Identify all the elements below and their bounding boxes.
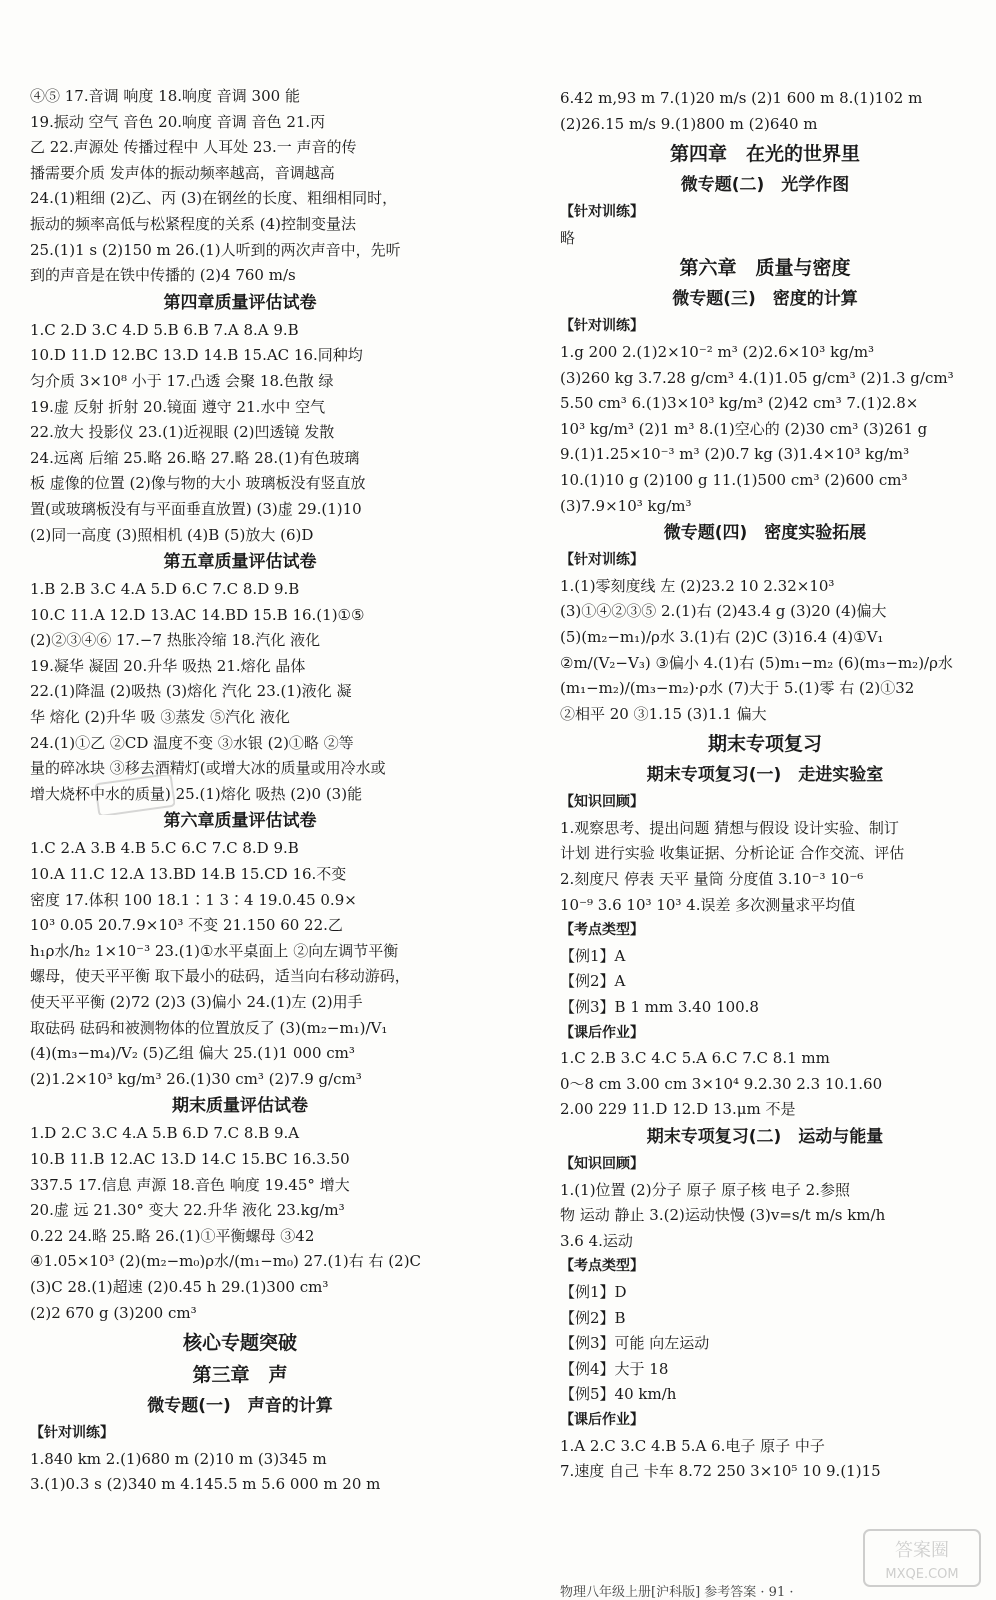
answer-line: h₁ρ水/h₂ 1×10⁻³ 23.(1)①水平桌面上 ②向左调节平衡 [30,941,399,960]
section-tag: 【考点类型】 [560,1258,644,1275]
answer-line: (2)②③④⑥ 17.−7 热胀冷缩 18.汽化 液化 [30,631,321,650]
section-tag: 【课后作业】 [560,1024,644,1041]
section-title: 核心专题突破 [182,1332,297,1355]
answer-line: 振动的频率高低与松紧程度的关系 (4)控制变量法 [30,214,357,233]
section-title: 第六章 质量与密度 [679,257,851,280]
answer-line: 2.刻度尺 停表 天平 量筒 分度值 3.10⁻³ 10⁻⁶ [560,870,864,889]
answer-line: (m₁−m₂)/(m₃−m₂)·ρ水 (7)大于 5.(1)零 右 (2)①32 [560,679,915,698]
answer-line: 1.C 2.D 3.C 4.D 5.B 6.B 7.A 8.A 9.B [30,320,299,339]
answer-line: 6.42 m,93 m 7.(1)20 m/s (2)1 600 m 8.(1)102 m [560,89,923,107]
answer-line: 1.C 2.B 3.C 4.C 5.A 6.C 7.C 8.1 mm [560,1049,830,1068]
answer-line: 播需要介质 发声体的振动频率越高，音调越高 [30,163,335,182]
section-tag: 【针对训练】 [560,552,644,569]
answer-line: 华 熔化 (2)升华 吸 ③蒸发 ⑤汽化 液化 [30,708,290,727]
answer-line: 1.A 2.C 3.C 4.B 5.A 6.电子 原子 中子 [560,1436,825,1455]
answer-line: 10.D 11.D 12.BC 13.D 14.B 15.AC 16.同种均 [30,346,363,365]
answer-line: 到的声音是在铁中传播的 (2)4 760 m/s [30,266,296,285]
answer-line: 【例3】B 1 mm 3.40 100.8 [560,998,759,1017]
answer-line: (3)260 kg 3.7.28 g/cm³ 4.(1)1.05 g/cm³ (2)1.3 g/cm³ [560,368,954,387]
section-title: 期末专项复习 [707,733,822,756]
subsection-title: 期末专项复习(一) 走进实验室 [646,765,884,786]
svg-text:MXQE.COM: MXQE.COM [885,1567,959,1582]
answer-line: 计划 进行实验 收集证据、分析论证 合作交流、评估 [560,844,905,863]
section-tag: 【针对训练】 [30,1425,114,1442]
answer-line: 取砝码 砝码和被测物体的位置放反了 (3)(m₂−m₁)/V₁ [30,1018,388,1037]
answer-line: 【例5】40 km/h [560,1385,677,1404]
answer-line: (2)同一高度 (3)照相机 (4)B (5)放大 (6)D [30,525,314,544]
answer-line: 【例4】大于 18 [560,1359,669,1378]
answer-line: 【例2】A [560,972,626,991]
answer-line: 量的碎冰块 ③移去酒精灯(或增大冰的质量或用冷水或 [30,759,386,778]
subsection-title: 微专题(一) 声音的计算 [147,1396,333,1417]
subsection-title: 第四章质量评估试卷 [163,292,317,313]
answer-line: 10.(1)10 g (2)100 g 11.(1)500 cm³ (2)600 cm³ [560,470,908,489]
page-footer: 物理八年级上册[沪科版] 参考答案 · 91 · [560,1585,794,1600]
subsection-title: 微专题(三) 密度的计算 [672,289,858,310]
answer-line: (2)2 670 g (3)200 cm³ [30,1303,197,1322]
answer-line: 密度 17.体积 100 18.1∶1 3∶4 19.0.45 0.9× [30,890,357,909]
answer-line: 19.振动 空气 音色 20.响度 音调 音色 21.丙 [30,112,326,131]
answer-line: 5.50 cm³ 6.(1)3×10³ kg/m³ (2)42 cm³ 7.(1)2.8× [560,394,919,413]
answer-line: ④⑤ 17.音调 响度 18.响度 音调 300 能 [30,87,300,105]
answer-line: 19.凝华 凝固 20.升华 吸热 21.熔化 晶体 [30,656,306,675]
section-tag: 【知识回顾】 [560,794,644,811]
right-column [560,86,970,1485]
answer-line: ②m/(V₂−V₃) ③偏小 4.(1)右 (5)m₁−m₂ (6)(m₃−m₂)/ρ水 [560,653,953,672]
answer-line: 24.(1)①乙 ②CD 温度不变 ③水银 (2)①略 ②等 [30,733,354,752]
answer-line: 3.(1)0.3 s (2)340 m 4.145.5 m 5.6 000 m 20 m [30,1475,381,1494]
answer-line: 1.g 200 2.(1)2×10⁻² m³ (2)2.6×10³ kg/m³ [560,342,875,361]
answer-line: 0.22 24.略 25.略 26.(1)①平衡螺母 ③42 [30,1226,315,1245]
answer-line: 1.C 2.A 3.B 4.B 5.C 6.C 7.C 8.D 9.B [30,839,299,858]
answer-line: 10³ kg/m³ (2)1 m³ 8.(1)空心的 (2)30 cm³ (3)261 g [560,419,928,438]
answer-line: 10.B 11.B 12.AC 13.D 14.C 15.BC 16.3.50 [30,1149,350,1168]
answer-line: 10³ 0.05 20.7.9×10³ 不变 21.150 60 22.乙 [30,916,343,935]
answer-line: 337.5 17.信息 声源 18.音色 响度 19.45° 增大 [30,1175,350,1194]
answer-line: 略 [560,228,576,247]
answer-line: (5)(m₂−m₁)/ρ水 3.(1)右 (2)C (3)16.4 (4)①V₁ [560,627,884,646]
section-title: 第四章 在光的世界里 [669,143,860,166]
answer-line: 使天平平衡 (2)72 (2)3 (3)偏小 24.(1)左 (2)用手 [30,993,363,1011]
answer-line: 2.00 229 11.D 12.D 13.μm 不是 [560,1100,796,1119]
answer-line: 1.D 2.C 3.C 4.A 5.B 6.D 7.C 8.B 9.A [30,1124,300,1143]
answer-line: (3)7.9×10³ kg/m³ [560,496,692,515]
section-tag: 【课后作业】 [560,1411,644,1428]
section-tag: 【针对训练】 [560,318,644,335]
answer-line: 7.速度 自己 卡车 8.72 250 3×10⁵ 10 9.(1)15 [560,1462,881,1481]
answer-line: 物 运动 静止 3.(2)运动快慢 (3)v=s/t m/s km/h [560,1206,886,1225]
subsection-title: 期末专项复习(二) 运动与能量 [646,1127,884,1147]
answer-line: 9.(1)1.25×10⁻³ m³ (2)0.7 kg (3)1.4×10³ kg/m³ [560,445,910,464]
answer-line: 增大烧杯中水的质量) 25.(1)熔化 吸热 (2)0 (3)能 [30,784,363,803]
section-tag: 【考点类型】 [560,922,644,939]
answer-line: 20.虚 远 21.30° 变大 22.升华 液化 23.kg/m³ [30,1201,345,1220]
answer-line: 19.虚 反射 折射 20.镜面 遵守 21.水中 空气 [30,397,326,416]
answer-line: 22.(1)降温 (2)吸热 (3)熔化 汽化 23.(1)液化 凝 [30,682,352,701]
answer-line: 1.B 2.B 3.C 4.A 5.D 6.C 7.C 8.D 9.B [30,580,300,599]
answer-line: 1.840 km 2.(1)680 m (2)10 m (3)345 m [30,1449,327,1468]
subsection-title: 第五章质量评估试卷 [163,552,317,573]
answer-line: 10.C 11.A 12.D 13.AC 14.BD 15.B 16.(1)①⑤ [30,605,365,624]
answer-line: (2)1.2×10³ kg/m³ 26.(1)30 cm³ (2)7.9 g/cm³ [30,1069,362,1088]
answer-line: 1.(1)位置 (2)分子 原子 原子核 电子 2.参照 [560,1180,850,1199]
answer-line: 1.观察思考、提出问题 猜想与假设 设计实验、制订 [560,818,899,837]
answer-line: (2)26.15 m/s 9.(1)800 m (2)640 m [560,114,818,133]
answer-line: 1.(1)零刻度线 左 (2)23.2 10 2.32×10³ [560,576,835,595]
subsection-title: 微专题(二) 光学作图 [680,175,850,196]
subsection-title: 微专题(四) 密度实验拓展 [663,523,867,544]
answer-line: 3.6 4.运动 [560,1231,633,1250]
answer-line: 10.A 11.C 12.A 13.BD 14.B 15.CD 16.不变 [30,865,347,884]
answer-line: 24.(1)粗细 (2)乙、丙 (3)在钢丝的长度、粗细相同时， [30,189,398,208]
answer-line: 0～8 cm 3.00 cm 3×10⁴ 9.2.30 2.3 10.1.60 [560,1074,883,1093]
section-tag: 【针对训练】 [560,204,644,221]
stamp-mark [95,775,175,815]
answer-line: 24.远离 后缩 25.略 26.略 27.略 28.(1)有色玻璃 [30,448,360,467]
answer-line: 【例1】A [560,946,626,965]
answer-line: 置(或玻璃板没有与平面垂直放置) (3)虚 29.(1)10 [30,499,362,518]
answer-line: (3)①④②③⑤ 2.(1)右 (2)43.4 g (3)20 (4)偏大 [560,602,887,621]
answer-line: 板 虚像的位置 (2)像与物的大小 玻璃板没有竖直放 [30,474,366,493]
answer-line: (3)C 28.(1)超速 (2)0.45 h 29.(1)300 cm³ [30,1277,329,1296]
section-title: 第三章 声 [192,1364,288,1387]
answer-line: ②相平 20 ③1.15 (3)1.1 偏大 [560,704,767,723]
answer-line: 10⁻⁹ 3.6 10³ 10³ 4.误差 多次测量求平均值 [560,895,856,914]
watermark-logo [862,1528,982,1588]
section-tag: 【知识回顾】 [560,1156,644,1172]
answer-line: 螺母，使天平平衡 取下最小的砝码，适当向右移动游码， [30,967,410,986]
answer-line: 【例3】可能 向左运动 [560,1334,710,1353]
answer-line: 【例2】B [560,1308,626,1327]
subsection-title: 第六章质量评估试卷 [163,811,317,832]
answer-line: (4)(m₃−m₄)/V₂ (5)乙组 偏大 25.(1)1 000 cm³ [30,1044,355,1063]
left-column [30,84,450,1498]
answer-line: 【例1】D [560,1282,627,1301]
answer-line: 匀介质 3×10⁸ 小于 17.凸透 会聚 18.色散 绿 [30,371,334,390]
answer-line: 乙 22.声源处 传播过程中 人耳处 23.一 声音的传 [30,138,357,157]
answer-line: ④1.05×10³ (2)(m₂−m₀)ρ水/(m₁−m₀) 27.(1)右 右 (2)C [30,1252,422,1271]
answer-line: 25.(1)1 s (2)150 m 26.(1)人听到的两次声音中，先听 [30,240,401,259]
answer-line: 22.放大 投影仪 23.(1)近视眼 (2)凹透镜 发散 [30,423,335,442]
subsection-title: 期末质量评估试卷 [172,1096,308,1117]
svg-text:答案圈: 答案圈 [895,1540,949,1561]
